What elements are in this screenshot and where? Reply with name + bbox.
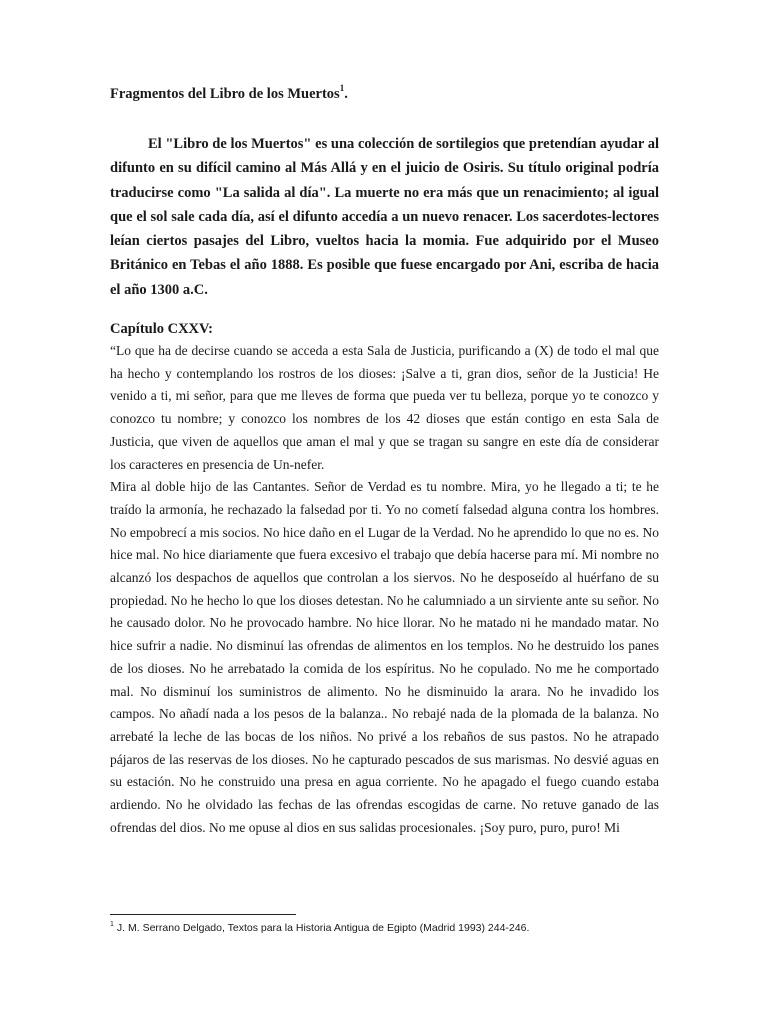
- intro-paragraph: El "Libro de los Muertos" es una colección de sortilegios que pretendían ayudar al difunto en su difícil camino al Más Allá y en el juicio de Osiris. Su título original podría traducirse como "La salida al día". La muerte no era más que un renacimiento; al igual que el sol sale cada día, así el difunto accedía a un nuevo renacer. Los sacerdotes-lectores leían ciertos pasajes del Libro, vueltos hacia la momia. Fue adquirido por el Museo Británico en Tebas el año 1888. Es posible que fuese encargado por Ani, escriba de hacia el año 1300 a.C.: [110, 136, 659, 298]
- title-text: Fragmentos del Libro de los Muertos: [110, 86, 340, 102]
- body-paragraph: Mira al doble hijo de las Cantantes. Señor de Verdad es tu nombre. Mira, yo he llegado a ti; te he traído la armonía, he rechazado la falsedad por ti. Yo no cometí falsedad alguna contra los hombres. No empobrecí a mis socios. No hice daño en el Lugar de la Verdad. No he aprendido lo que no es. No hice mal. No hice diariamente que fuera excesivo el trabajo que debía hacerse para mí. Mi nombre no alcanzó los despachos de aquellos que controlan a los siervos. No he desposeído al huérfano de su propiedad. No he hecho lo que los dioses detestan. No he calumniado a un sirviente ante su señor. No he causado dolor. No he provocado hambre. No hice llorar. No he matado ni he mandado matar. No hice sufrir a nadie. No disminuí las ofrendas de alimentos en los templos. No he destruido los panes de los dioses. No he arrebatado la comida de los espíritus. No he copulado. No me he comportado mal. No disminuí los suministros de alimento. No he disminuido la arara. No he invadido los campos. No añadí nada a los pesos de la balanza.. No rebajé nada de la plomada de la balanza. No arrebaté la leche de las bocas de los niños. No privé a los rebaños de sus pastos. No he atrapado pájaros de las reservas de los dioses. No he capturado pescados de sus marismas. No desvié aguas en su estación. No he construido una presa en agua corriente. No he apagado el fuego cuando estaba ardiendo. No he olvidado las fechas de las ofrendas escogidas de carne. No retuve ganado de las ofrendas del dios. No me opuse al dios en sus salidas procesionales. ¡Soy puro, puro, puro! Mi: [110, 479, 659, 835]
- title-period: .: [344, 86, 348, 102]
- footnote-separator: [110, 914, 296, 915]
- footnote-mark: 1: [110, 920, 114, 928]
- document-title: [110, 84, 670, 104]
- body-paragraph: “Lo que ha de decirse cuando se acceda a esta Sala de Justicia, purificando a (X) de todo el mal que ha hecho y contemplando los rostros de los dioses: ¡Salve a ti, gran dios, señor de la Justicia! He venido a ti, mi señor, para que me lleves de forma que pueda ver tu belleza, porque yo te conozco y conozco tu nombre; y conozco los nombres de los 42 dioses que están contigo en esta Sala de Justicia, que viven de aquellos que aman el mal y que se tragan su sangre en este día de considerar los caracteres en presencia de Un-nefer.: [110, 343, 659, 472]
- chapter-heading: Capítulo CXXV:: [110, 321, 213, 337]
- footnote-text: J. M. Serrano Delgado, Textos para la Historia Antigua de Egipto (Madrid 1993) 244-246.: [116, 922, 530, 934]
- chapter-body: [110, 340, 659, 839]
- footnote: [110, 920, 670, 936]
- title-footnote-mark: 1: [339, 83, 345, 94]
